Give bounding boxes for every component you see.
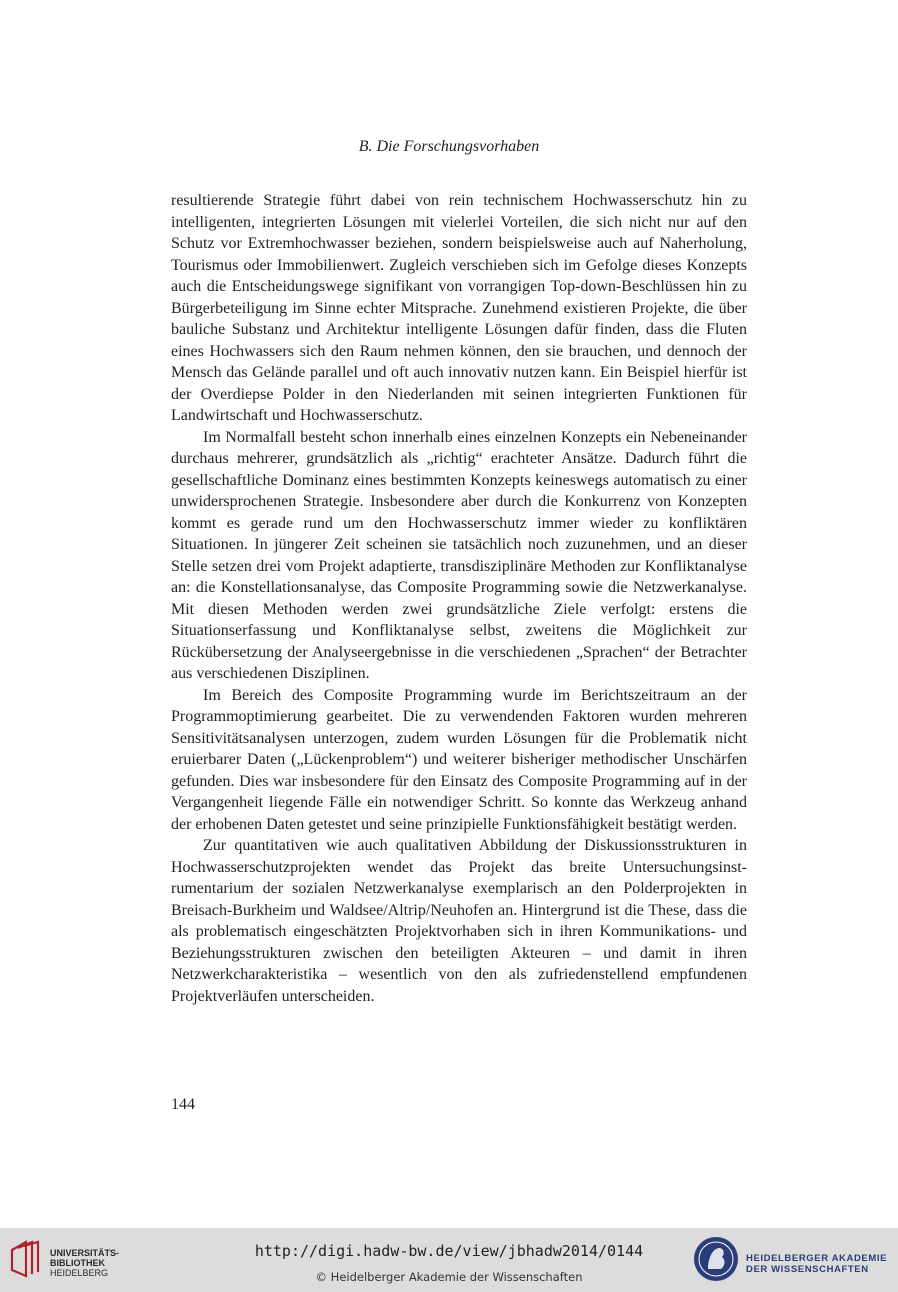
hadw-logo[interactable] bbox=[692, 1233, 892, 1287]
ub-logo-line-1: UNIVERSITÄTS- bbox=[50, 1248, 120, 1258]
hadw-logo-line-2: DER WISSENSCHAFTEN bbox=[746, 1264, 869, 1275]
hadw-logo-line-1: HEIDELBERGER AKADEMIE bbox=[746, 1253, 888, 1264]
paragraph-2: Im Normalfall besteht schon innerhalb eines einzelnen Konzepts ein Nebeneinander durchaus mehrerer, grundsätzlich als „richtig“ erachteter Ansätze. Dadurch führt die gesellschaftliche Dominanz eines bestimmten Konzepts keineswegs automatisch zu einer unwidersprochenen Strategie. Insbesondere aber durch die Konkurrenz von Konzepten kommt es gerade rund um den Hochwasserschutz immer wieder zu konfliktären Situationen. In jüngerer Zeit scheinen sie tatsächlich noch zuzunehmen, und an dieser Stelle setzen drei vom Projekt adaptierte, transdisziplinäre Methoden zur Konfliktanalyse an: die Konstellationsanalyse, das Composite Programming sowie die Netzwerkanalyse. Mit diesen Methoden werden zwei grundsätzliche Ziele verfolgt: erstens die Situationserfassung und Konfliktanalyse selbst, zweitens die Möglichkeit zur Rückübersetzung der Analyseergebnisse in die verschiedenen „Sprachen“ der Betrachter aus verschiedenen Disziplinen. bbox=[171, 428, 747, 682]
paragraph-3: Im Bereich des Composite Programming wurde im Berichtszeitraum an der Programmoptimierung gearbeitet. Die zu verwendenden Faktoren wurden mehreren Sensitivitätsanalysen unterzogen, zudem wurden Lösungen für die Problematik nicht eruierbarer Daten („Lückenproblem“) und weiterer bisheriger methodischer Unschärfen gefunden. Dies war insbesondere für den Einsatz des Composite Programming auf in der Vergangenheit liegende Fälle ein notwendiger Schritt. So konnte das Werkzeug anhand der erhobenen Daten getestet und seine prinzipielle Funktionsfähigkeit bestätigt werden. bbox=[171, 686, 747, 833]
ub-logo-line-2: BIBLIOTHEK bbox=[50, 1258, 105, 1268]
page-number: 144 bbox=[171, 1096, 195, 1113]
running-head: B. Die Forschungsvorhaben bbox=[358, 138, 540, 155]
hadw-logo-text bbox=[746, 1253, 887, 1275]
hadw-seal-icon bbox=[692, 1235, 740, 1283]
ub-logo-line-3: HEIDELBERG bbox=[50, 1268, 109, 1278]
text-block bbox=[171, 190, 747, 1007]
paragraph-4: Zur quantitativen wie auch qualitativen Abbildung der Diskussionsstrukturen in Hochwasserschutzprojekten wendet das Projekt das breite Untersuchungsinstrumentarium der sozialen Netzwerkanalyse exemplarisch an den Polderprojekten in Breisach-Burkheim und Waldsee/Altrip/Neuhofen an. Hintergrund ist die These, dass die als problematisch eingeschätzten Projektvorhaben sich in ihren Kommunikations- und Beziehungsstrukturen zwischen den beteiligten Akteuren – und damit in ihren Netzwerkcharakteristika – wesentlich von den als zufriedenstellend empfundenen Projektverläufen unterscheiden. bbox=[171, 837, 747, 1005]
footer-url-link[interactable]: http://digi.hadw-bw.de/view/jbhadw2014/0144 bbox=[254, 1242, 644, 1260]
footer-copyright: © Heidelberger Akademie der Wissenschaften bbox=[315, 1270, 583, 1284]
paragraph-1: resultierende Strategie führt dabei von rein technischem Hochwasserschutz hin zu intelligenten, integrierten Lösungen mit vielerlei Vorteilen, die sich nicht nur auf den Schutz vor Extremhochwasser beziehen, sondern beispielsweise auch auf Naherholung, Tourismus oder Immobilienwert. Zugleich verschieben sich im Gefolge dieses Konzepts auch die Entscheidungswege signifikant von vorrangigen Top-down-Beschlüssen hin zu Bürgerbeteiligung im Sinne echter Mitsprache. Zunehmend existieren Projekte, die über bauliche Substanz und Architektur intelligente Lösungen dafür finden, dass die Fluten eines Hochwassers sich den Raum nehmen können, den sie brauchen, und dennoch der Mensch das Gelände parallel und oft auch innovativ nutzen kann. Ein Beispiel hierfür ist der Overdiepse Polder in den Niederlanden mit seinen integrierten Funktionen für Landwirtschaft und Hochwasserschutz. bbox=[171, 192, 747, 424]
footer-bar bbox=[0, 1228, 898, 1292]
